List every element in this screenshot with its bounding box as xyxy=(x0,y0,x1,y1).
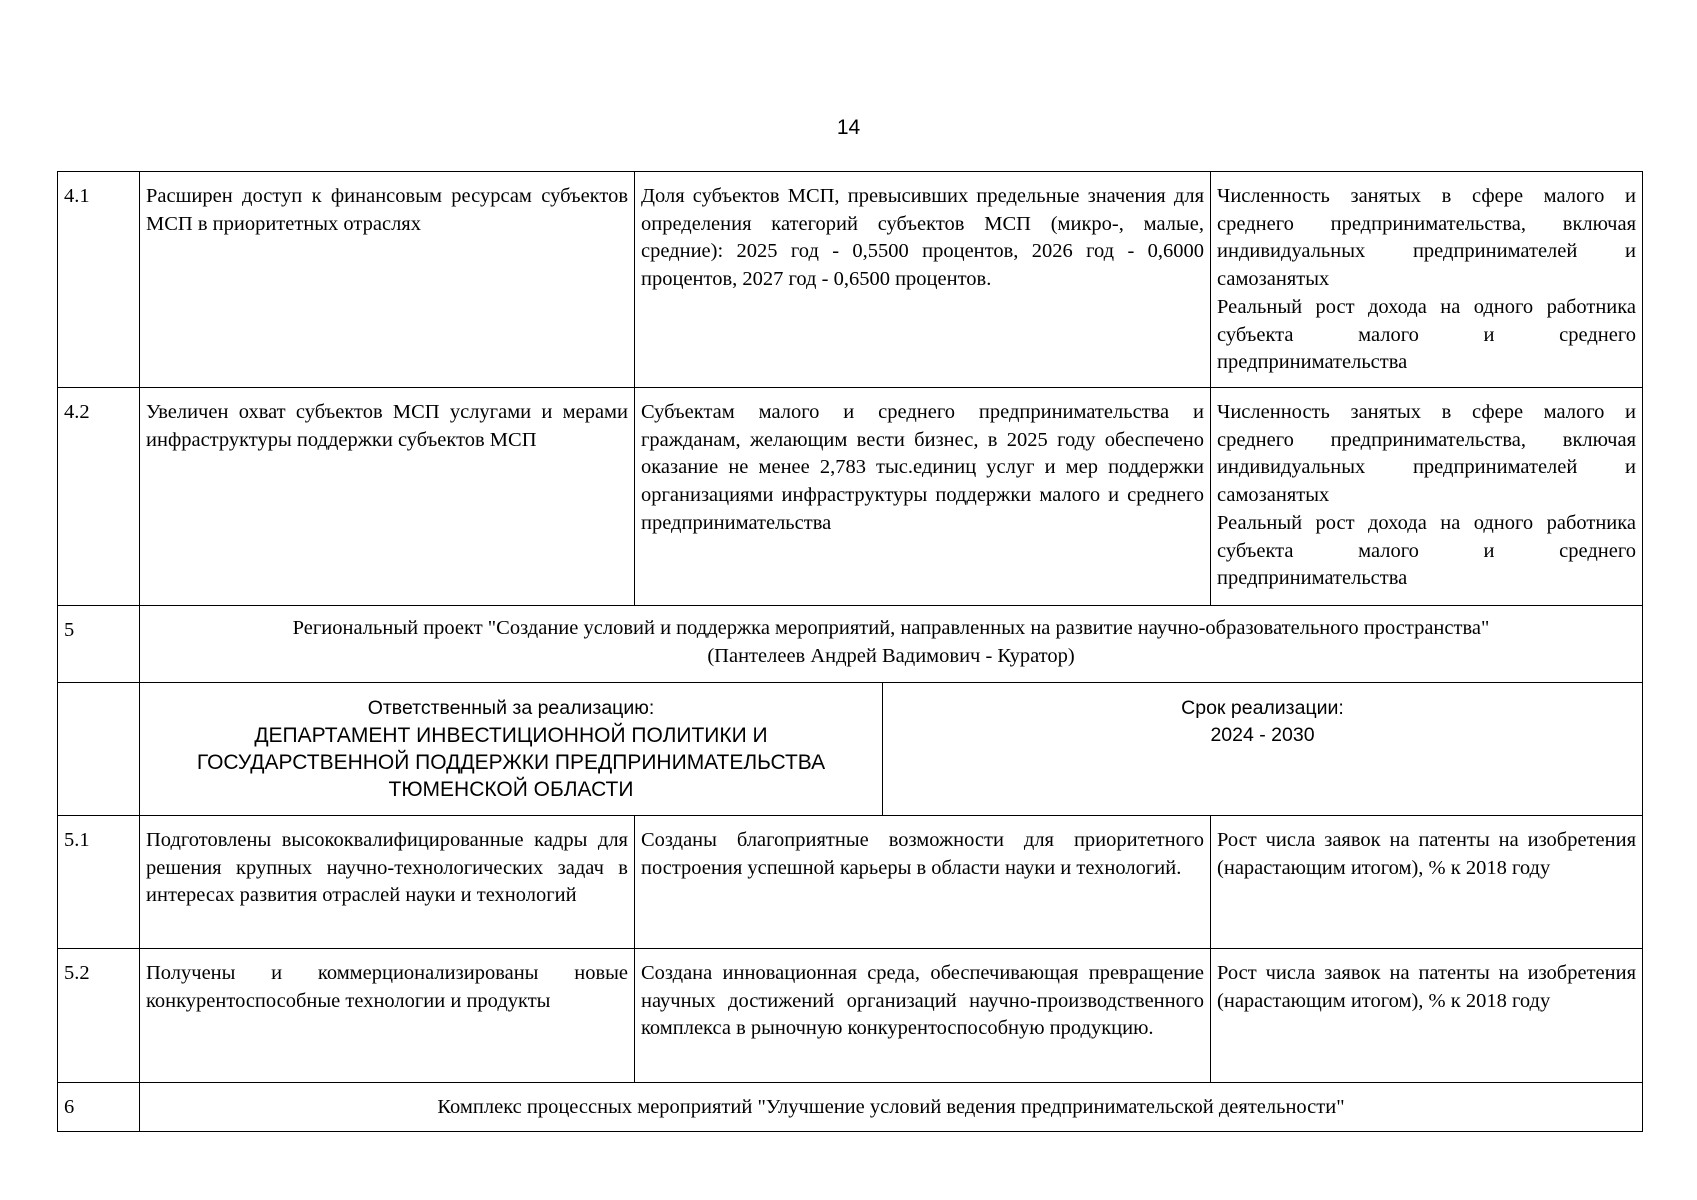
complex-header-row xyxy=(58,1083,1643,1132)
row-number: 5.2 xyxy=(58,949,140,1083)
effect-cell: Доля субъектов МСП, превысивших предельные значения для определения категорий субъектов МСП (микро-, малые, средние): 2025 год - 0,5500 процентов, 2026 год - 0,6000 процентов, 2027 год - 0,6500 процентов. xyxy=(635,172,1211,388)
term-value: 2024 - 2030 xyxy=(1210,724,1315,746)
indicator-item: Численность занятых в сфере малого и среднего предпринимательства, включая индивидуальных предпринимателей и самозанятых xyxy=(1217,185,1637,291)
effect-cell: Созданы благоприятные возможности для приоритетного построения успешной карьеры в области науки и технологий. xyxy=(635,816,1211,949)
responsible-label: Ответственный за реализацию: xyxy=(367,697,655,719)
empty-cell xyxy=(58,683,140,816)
row-number: 6 xyxy=(58,1083,140,1132)
indicator-cell: Рост числа заявок на патенты на изобретения (нарастающим итогом), % к 2018 году xyxy=(1211,816,1643,949)
task-cell: Получены и коммерционализированы новые конкурентоспособные технологии и продукты xyxy=(140,949,635,1083)
table-row xyxy=(58,816,1643,949)
page-number: 14 xyxy=(836,116,861,139)
responsible-department: ДЕПАРТАМЕНТ ИНВЕСТИЦИОННОЙ ПОЛИТИКИ И ГОСУДАРСТВЕННОЙ ПОДДЕРЖКИ ПРЕДПРИНИМАТЕЛЬСТВА ТЮМЕНСКОЙ ОБЛАСТИ xyxy=(196,724,826,801)
table-row xyxy=(58,388,1643,606)
row-number: 5 xyxy=(58,606,140,683)
term-label: Срок реализации: xyxy=(1181,697,1344,719)
indicator-item: Численность занятых в сфере малого и среднего предпринимательства, включая индивидуальных предпринимателей и самозанятых xyxy=(1217,401,1637,507)
effect-cell: Субъектам малого и среднего предпринимательства и гражданам, желающим вести бизнес, в 2025 году обеспечено оказание не менее 2,783 тыс.единиц услуг и мер поддержки организациями инфраструктуры поддержки малого и среднего предпринимательства xyxy=(635,388,1211,606)
task-cell: Увеличен охват субъектов МСП услугами и мерами инфраструктуры поддержки субъектов МСП xyxy=(140,388,635,606)
complex-title: Комплекс процессных мероприятий "Улучшение условий ведения предпринимательской деятельности" xyxy=(140,1083,1643,1132)
row-number: 5.1 xyxy=(58,816,140,949)
task-cell: Подготовлены высококвалифицированные кадры для решения крупных научно-технологических задач в интересах развития отраслей науки и технологий xyxy=(140,816,635,949)
task-cell: Расширен доступ к финансовым ресурсам субъектов МСП в приоритетных отраслях xyxy=(140,172,635,388)
project-curator: (Пантелеев Андрей Вадимович - Куратор) xyxy=(707,644,1075,667)
indicator-cell: Рост числа заявок на патенты на изобретения (нарастающим итогом), % к 2018 году xyxy=(1211,949,1643,1083)
indicator-item: Реальный рост дохода на одного работника субъекта малого и среднего предпринимательства xyxy=(1217,511,1637,590)
indicator-cell xyxy=(1211,172,1643,388)
term-cell xyxy=(883,683,1643,816)
project-header-row xyxy=(58,606,1643,683)
responsible-cell xyxy=(140,683,883,816)
row-number: 4.1 xyxy=(58,172,140,388)
row-number: 4.2 xyxy=(58,388,140,606)
goals-table xyxy=(57,171,1643,1132)
project-title-cell xyxy=(140,606,1643,683)
table-row xyxy=(58,949,1643,1083)
indicator-cell xyxy=(1211,388,1643,606)
responsibility-row xyxy=(58,683,1643,816)
project-title: Региональный проект "Создание условий и поддержка мероприятий, направленных на развитие научно-образовательного пространства" xyxy=(292,617,1490,639)
indicator-item: Реальный рост дохода на одного работника субъекта малого и среднего предпринимательства xyxy=(1217,295,1637,374)
effect-cell: Создана инновационная среда, обеспечивающая превращение научных достижений организаций научно-производственного комплекса в рыночную конкурентоспособную продукцию. xyxy=(635,949,1211,1083)
table-row xyxy=(58,172,1643,388)
